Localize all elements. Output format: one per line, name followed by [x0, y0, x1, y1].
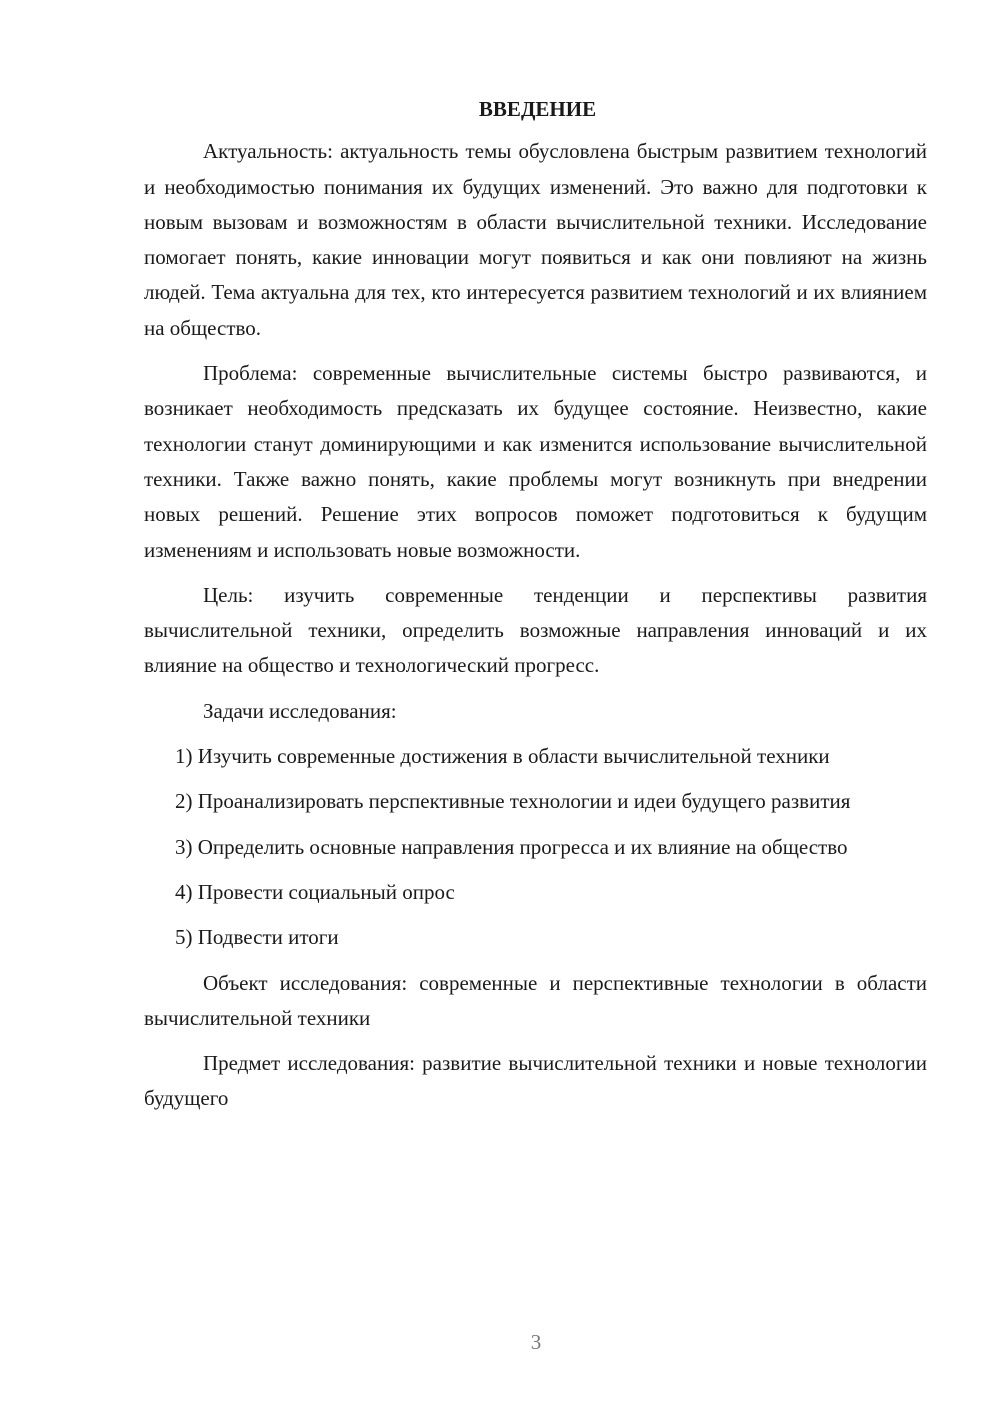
- task-item-5: 5) Подвести итоги: [175, 925, 339, 950]
- goal-paragraph: Цель: изучить современные тенденции и перспективы развития вычислительной техники, определить возможные направления инноваций и их влияние на общество и технологический прогресс.: [144, 582, 927, 678]
- subject-paragraph: Предмет исследования: развитие вычислительной техники и новые технологии будущего: [144, 1051, 927, 1111]
- task-item-2: 2) Проанализировать перспективные технологии и идеи будущего развития: [175, 789, 851, 814]
- task-item-3: 3) Определить основные направления прогресса и их влияние на общество: [175, 834, 848, 859]
- relevance-paragraph: Актуальность: актуальность темы обусловлена быстрым развитием технологий и необходимостью понимания их будущих изменений. Это важно для подготовки к новым вызовам и возможностям в области вычислительной техники. Исследование помогает понять, какие инновации могут появиться и как они повлияют на жизнь людей. Тема актуальна для тех, кто интересуется развитием технологий и их влиянием на общество.: [144, 139, 927, 340]
- task-item-4: 4) Провести социальный опрос: [175, 879, 455, 904]
- tasks-heading: Задачи исследования:: [203, 698, 397, 723]
- page-content: [144, 92, 927, 1127]
- page-number: 3: [530, 1330, 542, 1354]
- section-title: ВВЕДЕНИЕ: [478, 97, 597, 121]
- object-paragraph: Объект исследования: современные и перспективные технологии в области вычислительной техники: [144, 970, 927, 1030]
- task-item-1: 1) Изучить современные достижения в области вычислительной техники: [175, 744, 830, 769]
- problem-paragraph: Проблема: современные вычислительные системы быстро развиваются, и возникает необходимость предсказать их будущее состояние. Неизвестно, какие технологии станут доминирующими и как изменится использование вычислительной техники. Также важно понять, какие проблемы могут возникнуть при внедрении новых решений. Решение этих вопросов поможет подготовиться к будущим изменениям и использовать новые возможности.: [144, 361, 927, 562]
